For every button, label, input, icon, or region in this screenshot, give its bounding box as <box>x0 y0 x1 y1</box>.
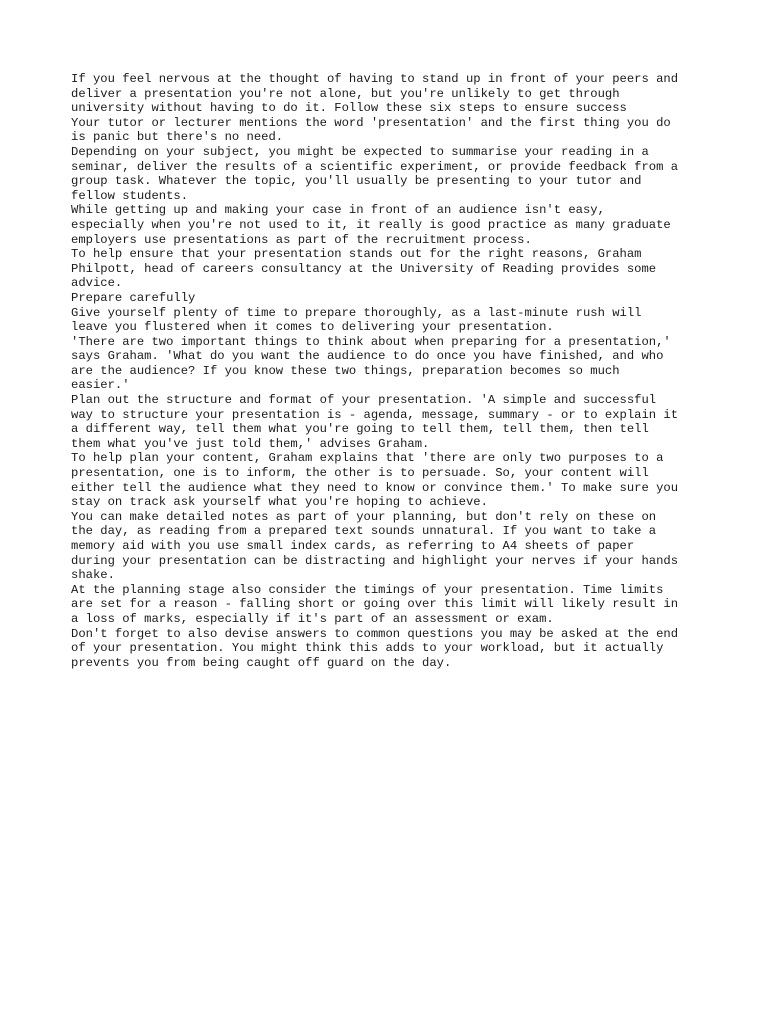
text-line: way to structure your presentation is - agenda, message, summary - or to explain it <box>71 407 679 422</box>
text-line: is panic but there's no need. <box>71 130 284 145</box>
text-line: group task. Whatever the topic, you'll usually be presenting to your tutor and <box>71 174 642 189</box>
text-line: easier.' <box>71 378 130 393</box>
text-line: says Graham. 'What do you want the audience to do once you have finished, and who <box>71 349 664 364</box>
text-line: presentation, one is to inform, the other is to persuade. So, your content will <box>71 466 649 481</box>
text-line: especially when you're not used to it, it really is good practice as many graduate <box>71 217 671 232</box>
text-line: employers use presentations as part of the recruitment process. <box>71 232 532 247</box>
text-line: either tell the audience what they need to know or convince them.' To make sure you <box>71 480 679 495</box>
text-line: university without having to do it. Follow these six steps to ensure success <box>71 101 627 116</box>
text-line: the day, as reading from a prepared text sounds unnatural. If you want to take a <box>71 524 657 539</box>
text-line: While getting up and making your case in front of an audience isn't easy, <box>71 203 605 218</box>
text-line: fellow students. <box>71 188 189 203</box>
text-line: To help ensure that your presentation stands out for the right reasons, Graham <box>71 247 642 262</box>
text-line: Your tutor or lecturer mentions the word 'presentation' and the first thing you do <box>71 115 671 130</box>
text-line: If you feel nervous at the thought of having to stand up in front of your peers and <box>71 72 679 86</box>
text-line: of your presentation. You might think this adds to your workload, but it actually <box>71 641 664 656</box>
text-line: Philpott, head of careers consultancy at the University of Reading provides some <box>71 261 657 276</box>
text-line: Give yourself plenty of time to prepare thoroughly, as a last-minute rush will <box>71 305 642 320</box>
text-line: a loss of marks, especially if it's part of an assessment or exam. <box>71 611 554 626</box>
text-line: To help plan your content, Graham explains that 'there are only two purposes to a <box>71 451 664 466</box>
text-line: advice. <box>71 276 123 291</box>
text-line: You can make detailed notes as part of your planning, but don't rely on these on <box>71 509 657 524</box>
text-line: stay on track ask yourself what you're hoping to achieve. <box>71 495 488 510</box>
text-line: prevents you from being caught off guard on the day. <box>71 655 452 670</box>
text-line: Depending on your subject, you might be expected to summarise your reading in a <box>71 144 649 159</box>
text-line: Don't forget to also devise answers to common questions you may be asked at the end <box>71 626 679 641</box>
text-line: shake. <box>71 568 115 583</box>
text-line: a different way, tell them what you're going to tell them, tell them, then tell <box>71 422 649 437</box>
text-line: during your presentation can be distracting and highlight your nerves if your hands <box>71 553 679 568</box>
text-line: Plan out the structure and format of your presentation. 'A simple and successful <box>71 393 657 408</box>
document-body <box>71 72 711 670</box>
text-line: 'There are two important things to think about when preparing for a presentation,' <box>71 334 671 349</box>
text-line: are set for a reason - falling short or going over this limit will likely result in <box>71 597 679 612</box>
text-line: deliver a presentation you're not alone, but you're unlikely to get through <box>71 86 620 101</box>
text-line: memory aid with you use small index cards, as referring to A4 sheets of paper <box>71 539 635 553</box>
text-line: seminar, deliver the results of a scientific experiment, or provide feedback from a <box>71 159 679 174</box>
text-line: At the planning stage also consider the timings of your presentation. Time limits <box>71 582 664 597</box>
section-heading: Prepare carefully <box>71 290 196 305</box>
text-line: them what you've just told them,' advises Graham. <box>71 436 430 451</box>
text-line: are the audience? If you know these two things, preparation becomes so much <box>71 363 620 378</box>
text-line: leave you flustered when it comes to delivering your presentation. <box>71 320 554 335</box>
